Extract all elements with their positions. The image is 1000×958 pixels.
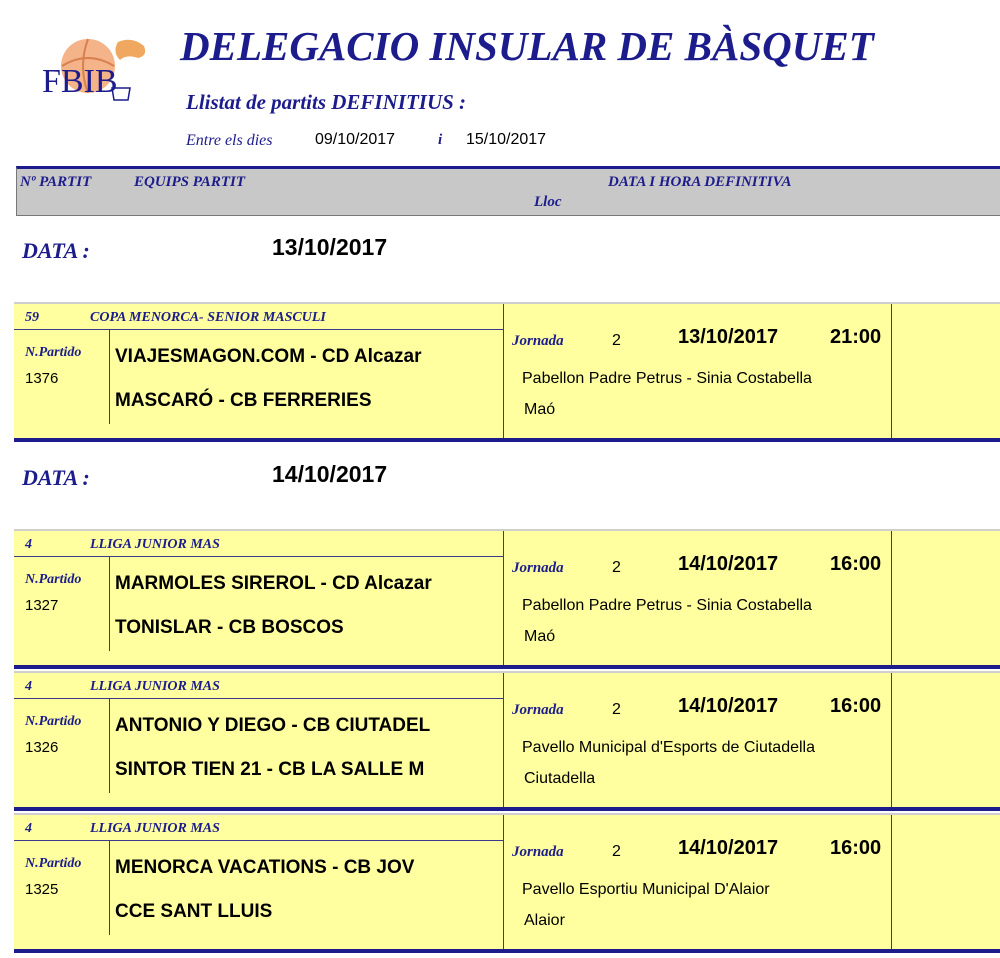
- away-team: CCE SANT LLUIS: [115, 901, 273, 922]
- match-time: 16:00: [830, 695, 882, 717]
- column-teams: EQUIPS PARTIT: [134, 174, 245, 190]
- venue-town: Ciutadella: [524, 770, 596, 787]
- match-date: 14/10/2017: [678, 695, 779, 717]
- venue-name: Pavello Esportiu Municipal D'Alaior: [522, 881, 770, 898]
- column-place: Lloc: [534, 194, 562, 210]
- match-time: 16:00: [830, 837, 882, 859]
- jornada-value: 2: [612, 332, 621, 349]
- match-date: 13/10/2017: [678, 326, 779, 348]
- home-team: VIAJESMAGON.COM - CD Alcazar: [115, 346, 422, 367]
- page-subtitle: Llistat de partits DEFINITIUS :: [186, 90, 467, 114]
- column-datetime: DATA I HORA DEFINITIVA: [608, 174, 792, 190]
- home-team: ANTONIO Y DIEGO - CB CIUTADEL: [115, 715, 431, 736]
- venue-town: Alaior: [524, 912, 565, 929]
- date-range-and: i: [438, 132, 443, 148]
- match-date: 14/10/2017: [678, 837, 779, 859]
- match-card[interactable]: [14, 529, 1000, 669]
- jornada-label: Jornada: [512, 333, 564, 349]
- date-range-from: 09/10/2017: [315, 131, 396, 148]
- venue-name: Pabellon Padre Petrus - Sinia Costabella: [522, 370, 812, 387]
- page-title: DELEGACIO INSULAR DE BÀSQUET: [180, 23, 874, 69]
- away-team: TONISLAR - CB BOSCOS: [115, 617, 344, 638]
- away-team: MASCARÓ - CB FERRERIES: [115, 390, 372, 411]
- venue-name: Pabellon Padre Petrus - Sinia Costabella: [522, 597, 812, 614]
- match-number: 1326: [25, 739, 59, 756]
- match-number-label: N.Partido: [25, 572, 82, 587]
- jornada-value: 2: [612, 701, 621, 718]
- venue-name: Pavello Municipal d'Esports de Ciutadella: [522, 739, 815, 756]
- match-number: 1376: [25, 370, 59, 387]
- match-card[interactable]: [14, 302, 1000, 442]
- match-date: 14/10/2017: [678, 553, 779, 575]
- match-card[interactable]: [14, 813, 1000, 953]
- jornada-label: Jornada: [512, 844, 564, 860]
- logo-letters: FBIB: [42, 63, 118, 100]
- match-number: 1327: [25, 597, 59, 614]
- day-label: DATA :: [22, 238, 90, 263]
- match-time: 16:00: [830, 553, 882, 575]
- date-range-to: 15/10/2017: [466, 131, 547, 148]
- jornada-label: Jornada: [512, 560, 564, 576]
- match-time: 21:00: [830, 326, 882, 348]
- jornada-value: 2: [612, 843, 621, 860]
- federation-logo: [40, 30, 150, 108]
- competition-name: LLIGA JUNIOR MAS: [90, 821, 220, 836]
- venue-town: Maó: [524, 401, 556, 418]
- day-date: 14/10/2017: [272, 461, 388, 487]
- venue-town: Maó: [524, 628, 556, 645]
- column-match-number: Nº PARTIT: [20, 174, 92, 190]
- date-range-label: Entre els dies: [186, 132, 273, 149]
- match-card[interactable]: [14, 671, 1000, 811]
- competition-name: COPA MENORCA- SENIOR MASCULI: [90, 310, 326, 325]
- match-number-label: N.Partido: [25, 856, 82, 871]
- match-number-label: N.Partido: [25, 714, 82, 729]
- match-code: 4: [25, 821, 32, 836]
- jornada-label: Jornada: [512, 702, 564, 718]
- home-team: MARMOLES SIREROL - CD Alcazar: [115, 573, 432, 594]
- match-number: 1325: [25, 881, 59, 898]
- home-team: MENORCA VACATIONS - CB JOV: [115, 857, 415, 878]
- day-label: DATA :: [22, 465, 90, 490]
- competition-name: LLIGA JUNIOR MAS: [90, 679, 220, 694]
- match-number-label: N.Partido: [25, 345, 82, 360]
- jornada-value: 2: [612, 559, 621, 576]
- match-code: 59: [25, 310, 39, 325]
- match-code: 4: [25, 537, 32, 552]
- competition-name: LLIGA JUNIOR MAS: [90, 537, 220, 552]
- match-code: 4: [25, 679, 32, 694]
- away-team: SINTOR TIEN 21 - CB LA SALLE M: [115, 759, 425, 780]
- day-date: 13/10/2017: [272, 234, 388, 260]
